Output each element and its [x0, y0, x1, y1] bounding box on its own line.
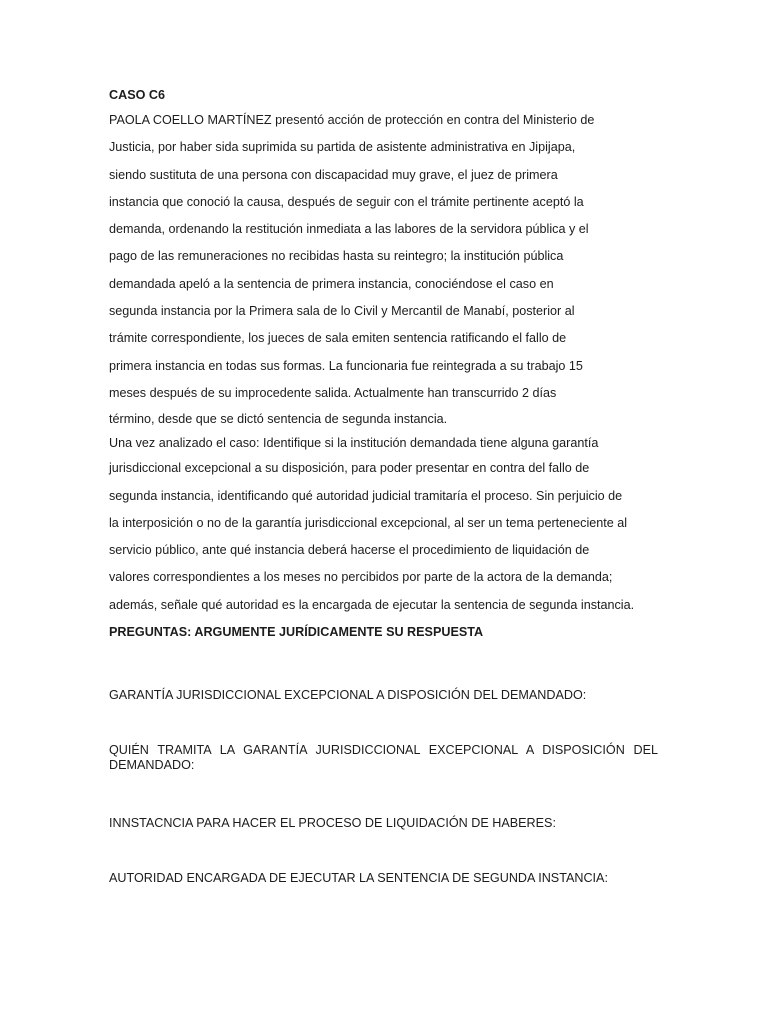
paragraph-line: valores correspondientes a los meses no percibidos por parte de la actora de la demanda;	[109, 570, 613, 585]
question-4: AUTORIDAD ENCARGADA DE EJECUTAR LA SENTENCIA DE SEGUNDA INSTANCIA:	[109, 871, 608, 885]
question-3: INNSTACNCIA PARA HACER EL PROCESO DE LIQUIDACIÓN DE HABERES:	[109, 816, 556, 830]
paragraph-line: Una vez analizado el caso: Identifique si la institución demandada tiene alguna garantía	[109, 436, 599, 451]
paragraph-line: término, desde que se dictó sentencia de segunda instancia.	[109, 412, 448, 427]
paragraph-line: instancia que conoció la causa, después de seguir con el trámite pertinente aceptó la	[109, 194, 584, 209]
question-2-line-1: QUIÉN TRAMITA LA GARANTÍA JURISDICCIONAL EXCEPCIONAL A DISPOSICIÓN DEL	[109, 743, 658, 757]
paragraph-line: PAOLA COELLO MARTÍNEZ presentó acción de protección en contra del Ministerio de	[109, 113, 595, 127]
paragraph-line: segunda instancia por la Primera sala de lo Civil y Mercantil de Manabí, posterior al	[109, 304, 575, 319]
paragraph-line: pago de las remuneraciones no recibidas hasta su reintegro; la institución pública	[109, 249, 564, 264]
paragraph-line: trámite correspondiente, los jueces de sala emiten sentencia ratificando el fallo de	[109, 331, 567, 346]
paragraph-line: demanda, ordenando la restitución inmediata a las labores de la servidora pública y el	[109, 222, 589, 237]
paragraph-line: Justicia, por haber sida suprimida su partida de asistente administrativa en Jipijapa,	[109, 140, 576, 155]
paragraph-line: siendo sustituta de una persona con discapacidad muy grave, el juez de primera	[109, 167, 558, 182]
paragraph-line: demandada apeló a la sentencia de primera instancia, conociéndose el caso en	[109, 276, 554, 291]
question-2-line-2: DEMANDADO:	[109, 758, 195, 772]
paragraph-line: servicio público, ante qué instancia deberá hacerse el procedimiento de liquidación de	[109, 543, 590, 558]
paragraph-line: la interposición o no de la garantía jurisdiccional excepcional, al ser un tema perteneciente al	[109, 515, 628, 530]
paragraph-line: segunda instancia, identificando qué autoridad judicial tramitaría el proceso. Sin perjuicio de	[109, 488, 623, 503]
paragraph-line: primera instancia en todas sus formas. La funcionaria fue reintegrada a su trabajo 15	[109, 358, 583, 373]
question-2	[109, 743, 658, 773]
question-1: GARANTÍA JURISDICCIONAL EXCEPCIONAL A DISPOSICIÓN DEL DEMANDADO:	[109, 688, 587, 702]
paragraph-line: meses después de su improcedente salida. Actualmente han transcurrido 2 días	[109, 385, 557, 400]
paragraph-line: jurisdiccional excepcional a su disposición, para poder presentar en contra del fallo de	[109, 461, 590, 476]
case-body	[109, 84, 661, 646]
paragraph-line: además, señale qué autoridad es la encargada de ejecutar la sentencia de segunda instancia.	[109, 597, 635, 612]
case-title: CASO C6	[109, 88, 165, 102]
questions-heading: PREGUNTAS: ARGUMENTE JURÍDICAMENTE SU RESPUESTA	[109, 625, 484, 640]
